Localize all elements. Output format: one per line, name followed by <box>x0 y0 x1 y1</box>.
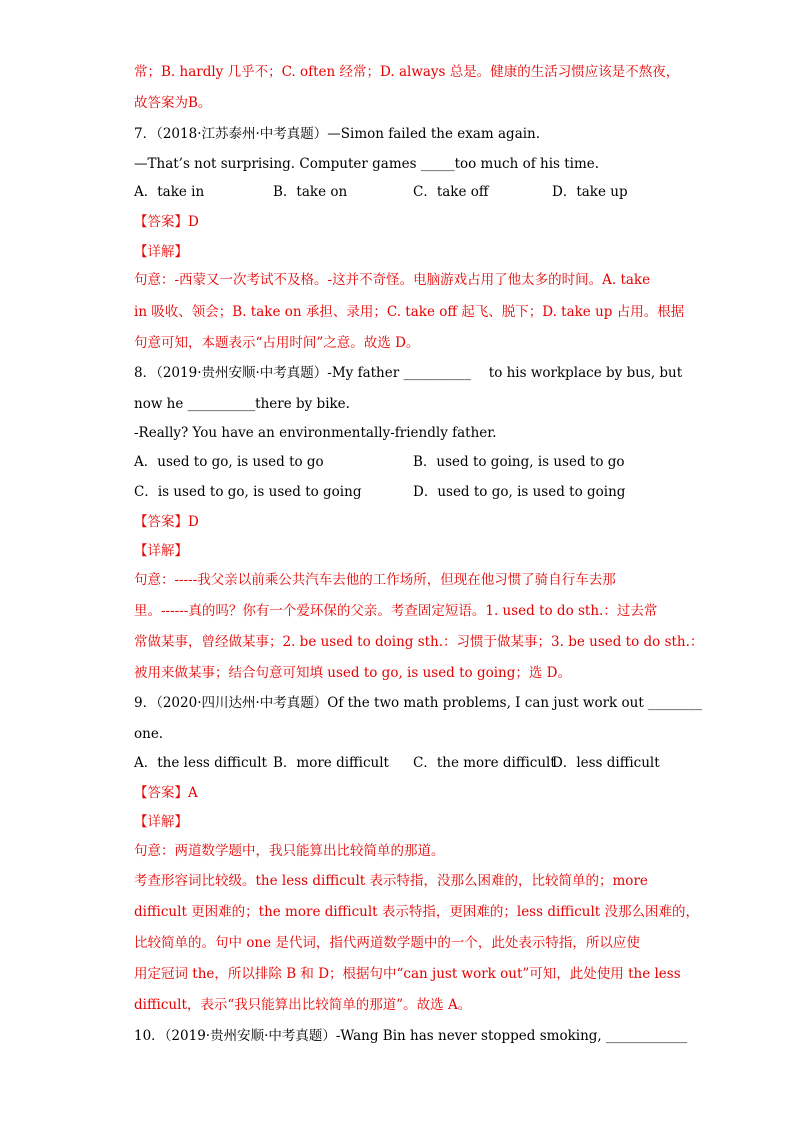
explanation-line: 考查形容词比较级。the less difficult 表示特指，没那么困难的，比较简单的；more <box>134 873 648 889</box>
explanation-line: 比较简单的。句中 one 是代词，指代两道数学题中的一个，此处表示特指，所以应使 <box>134 935 640 951</box>
question-7-line: —That’s not surprising. Computer games _____too much of his time. <box>134 156 600 172</box>
detail-label: 【详解】 <box>134 814 188 830</box>
explanation-line: 里。------真的吗？你有一个爱环保的父亲。考查固定短语。1. used to do sth.：过去常 <box>134 603 658 619</box>
explanation-line: 句意：两道数学题中，我只能算出比较简单的那道。 <box>134 843 445 859</box>
option-a: A．the less difficult <box>134 755 267 771</box>
question-8-stem: 8．（2019·贵州安顺·中考真题）-My father __________ to his workplace by bus, but <box>134 365 683 381</box>
explanation-line: 句意：-----我父亲以前乘公共汽车去他的工作场所，但现在他习惯了骑自行车去那 <box>134 572 616 588</box>
detail-label: 【详解】 <box>134 244 188 260</box>
explanation-line: 常；B. hardly 几乎不；C. often 经常；D. always 总是。健康的生活习惯应该是不熬夜， <box>134 64 680 80</box>
option-c: C．is used to go, is used to going <box>134 484 362 500</box>
question-8-line: -Really? You have an environmentally-friendly father. <box>134 425 497 441</box>
explanation-line: 故答案为B。 <box>134 95 212 111</box>
explanation-line: 被用来做某事；结合句意可知填 used to go, is used to going；选 D。 <box>134 665 571 681</box>
option-d: D．less difficult <box>552 755 660 771</box>
option-c: C．the more difficult <box>413 755 556 771</box>
answer-label: 【答案】D <box>134 214 199 230</box>
question-10-stem: 10．（2019·贵州安顺·中考真题）-Wang Bin has never stopped smoking, ____________ <box>134 1028 687 1044</box>
option-a: A．used to go, is used to go <box>134 454 324 470</box>
explanation-line: difficult 更困难的；the more difficult 表示特指，更困难的；less difficult 没那么困难的， <box>134 904 699 920</box>
option-a: A．take in <box>134 184 205 200</box>
option-b: B．more difficult <box>273 755 389 771</box>
option-d: D．used to go, is used to going <box>413 484 626 500</box>
explanation-line: difficult，表示“我只能算出比较简单的那道”。故选 A。 <box>134 997 472 1013</box>
answer-label: 【答案】D <box>134 514 199 530</box>
explanation-line: 用定冠词 the，所以排除 B 和 D；根据句中“can just work out”可知，此处使用 the less <box>134 966 681 982</box>
question-9-line: one. <box>134 726 164 742</box>
answer-label: 【答案】A <box>134 785 198 801</box>
explanation-line: 句意可知，本题表示“占用时间”之意。故选 D。 <box>134 335 420 351</box>
option-b: B．used to going, is used to go <box>413 454 625 470</box>
option-b: B．take on <box>273 184 348 200</box>
question-9-stem: 9．（2020·四川达州·中考真题）Of the two math problems, I can just work out ________ <box>134 695 703 711</box>
detail-label: 【详解】 <box>134 543 188 559</box>
option-c: C．take off <box>413 184 489 200</box>
explanation-line: in 吸收、领会；B. take on 承担、录用；C. take off 起飞、脱下；D. take up 占用。根据 <box>134 304 685 320</box>
explanation-line: 句意：-西蒙又一次考试不及格。-这并不奇怪。电脑游戏占用了他太多的时间。A. take <box>134 272 651 288</box>
explanation-line: 常做某事，曾经做某事；2. be used to doing sth.：习惯于做某事；3. be used to do sth.： <box>134 634 704 650</box>
question-7-stem: 7．（2018·江苏泰州·中考真题）—Simon failed the exam again. <box>134 126 541 142</box>
question-8-line: now he __________there by bike. <box>134 396 350 412</box>
option-d: D．take up <box>552 184 628 200</box>
